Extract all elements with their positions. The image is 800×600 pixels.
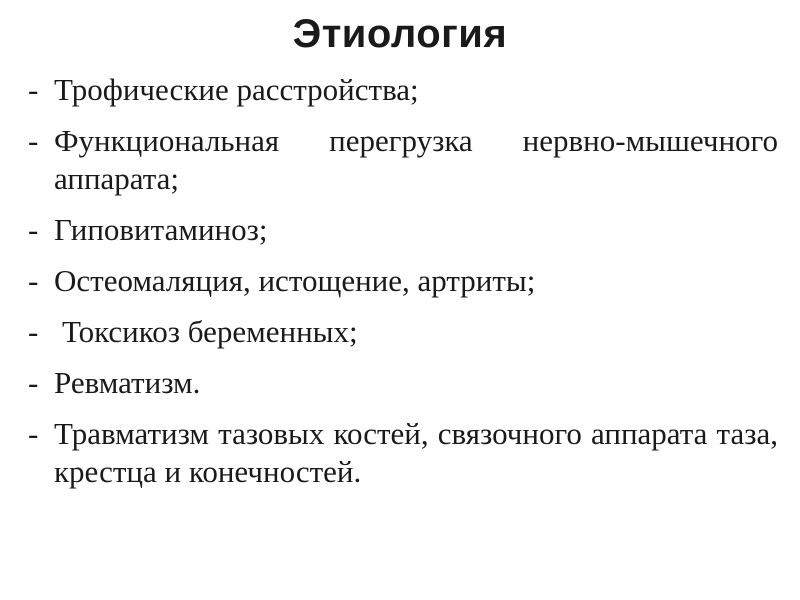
list-item-text: Гиповитаминоз; [54, 212, 268, 247]
bullet-dash: - [28, 123, 39, 158]
bullet-dash: - [28, 263, 39, 298]
list-item [28, 71, 778, 109]
list-item [28, 262, 778, 300]
bullet-dash: - [28, 314, 39, 349]
list-item [28, 211, 778, 249]
list-item [28, 364, 778, 402]
list-item-text: Травматизм тазовых костей, связочного аппарата таза, крестца и конечностей. [54, 416, 778, 489]
list-item-text: Трофические расстройства; [54, 72, 419, 107]
list-item [28, 122, 778, 198]
bullet-dash: - [28, 365, 39, 400]
bullet-dash: - [28, 72, 39, 107]
list-item [28, 313, 778, 351]
slide-title: Этиология [292, 12, 508, 56]
list-item-text: Функциональная перегрузка нервно-мышечного аппарата; [54, 123, 778, 196]
list-item [28, 415, 778, 491]
bullet-dash: - [28, 212, 39, 247]
list-item-text: Токсикоз беременных; [62, 314, 358, 349]
list-item-text: Ревматизм. [54, 365, 201, 400]
bullet-list [28, 71, 778, 504]
bullet-dash: - [28, 416, 39, 451]
list-item-text: Остеомаляция, истощение, артриты; [54, 263, 536, 298]
